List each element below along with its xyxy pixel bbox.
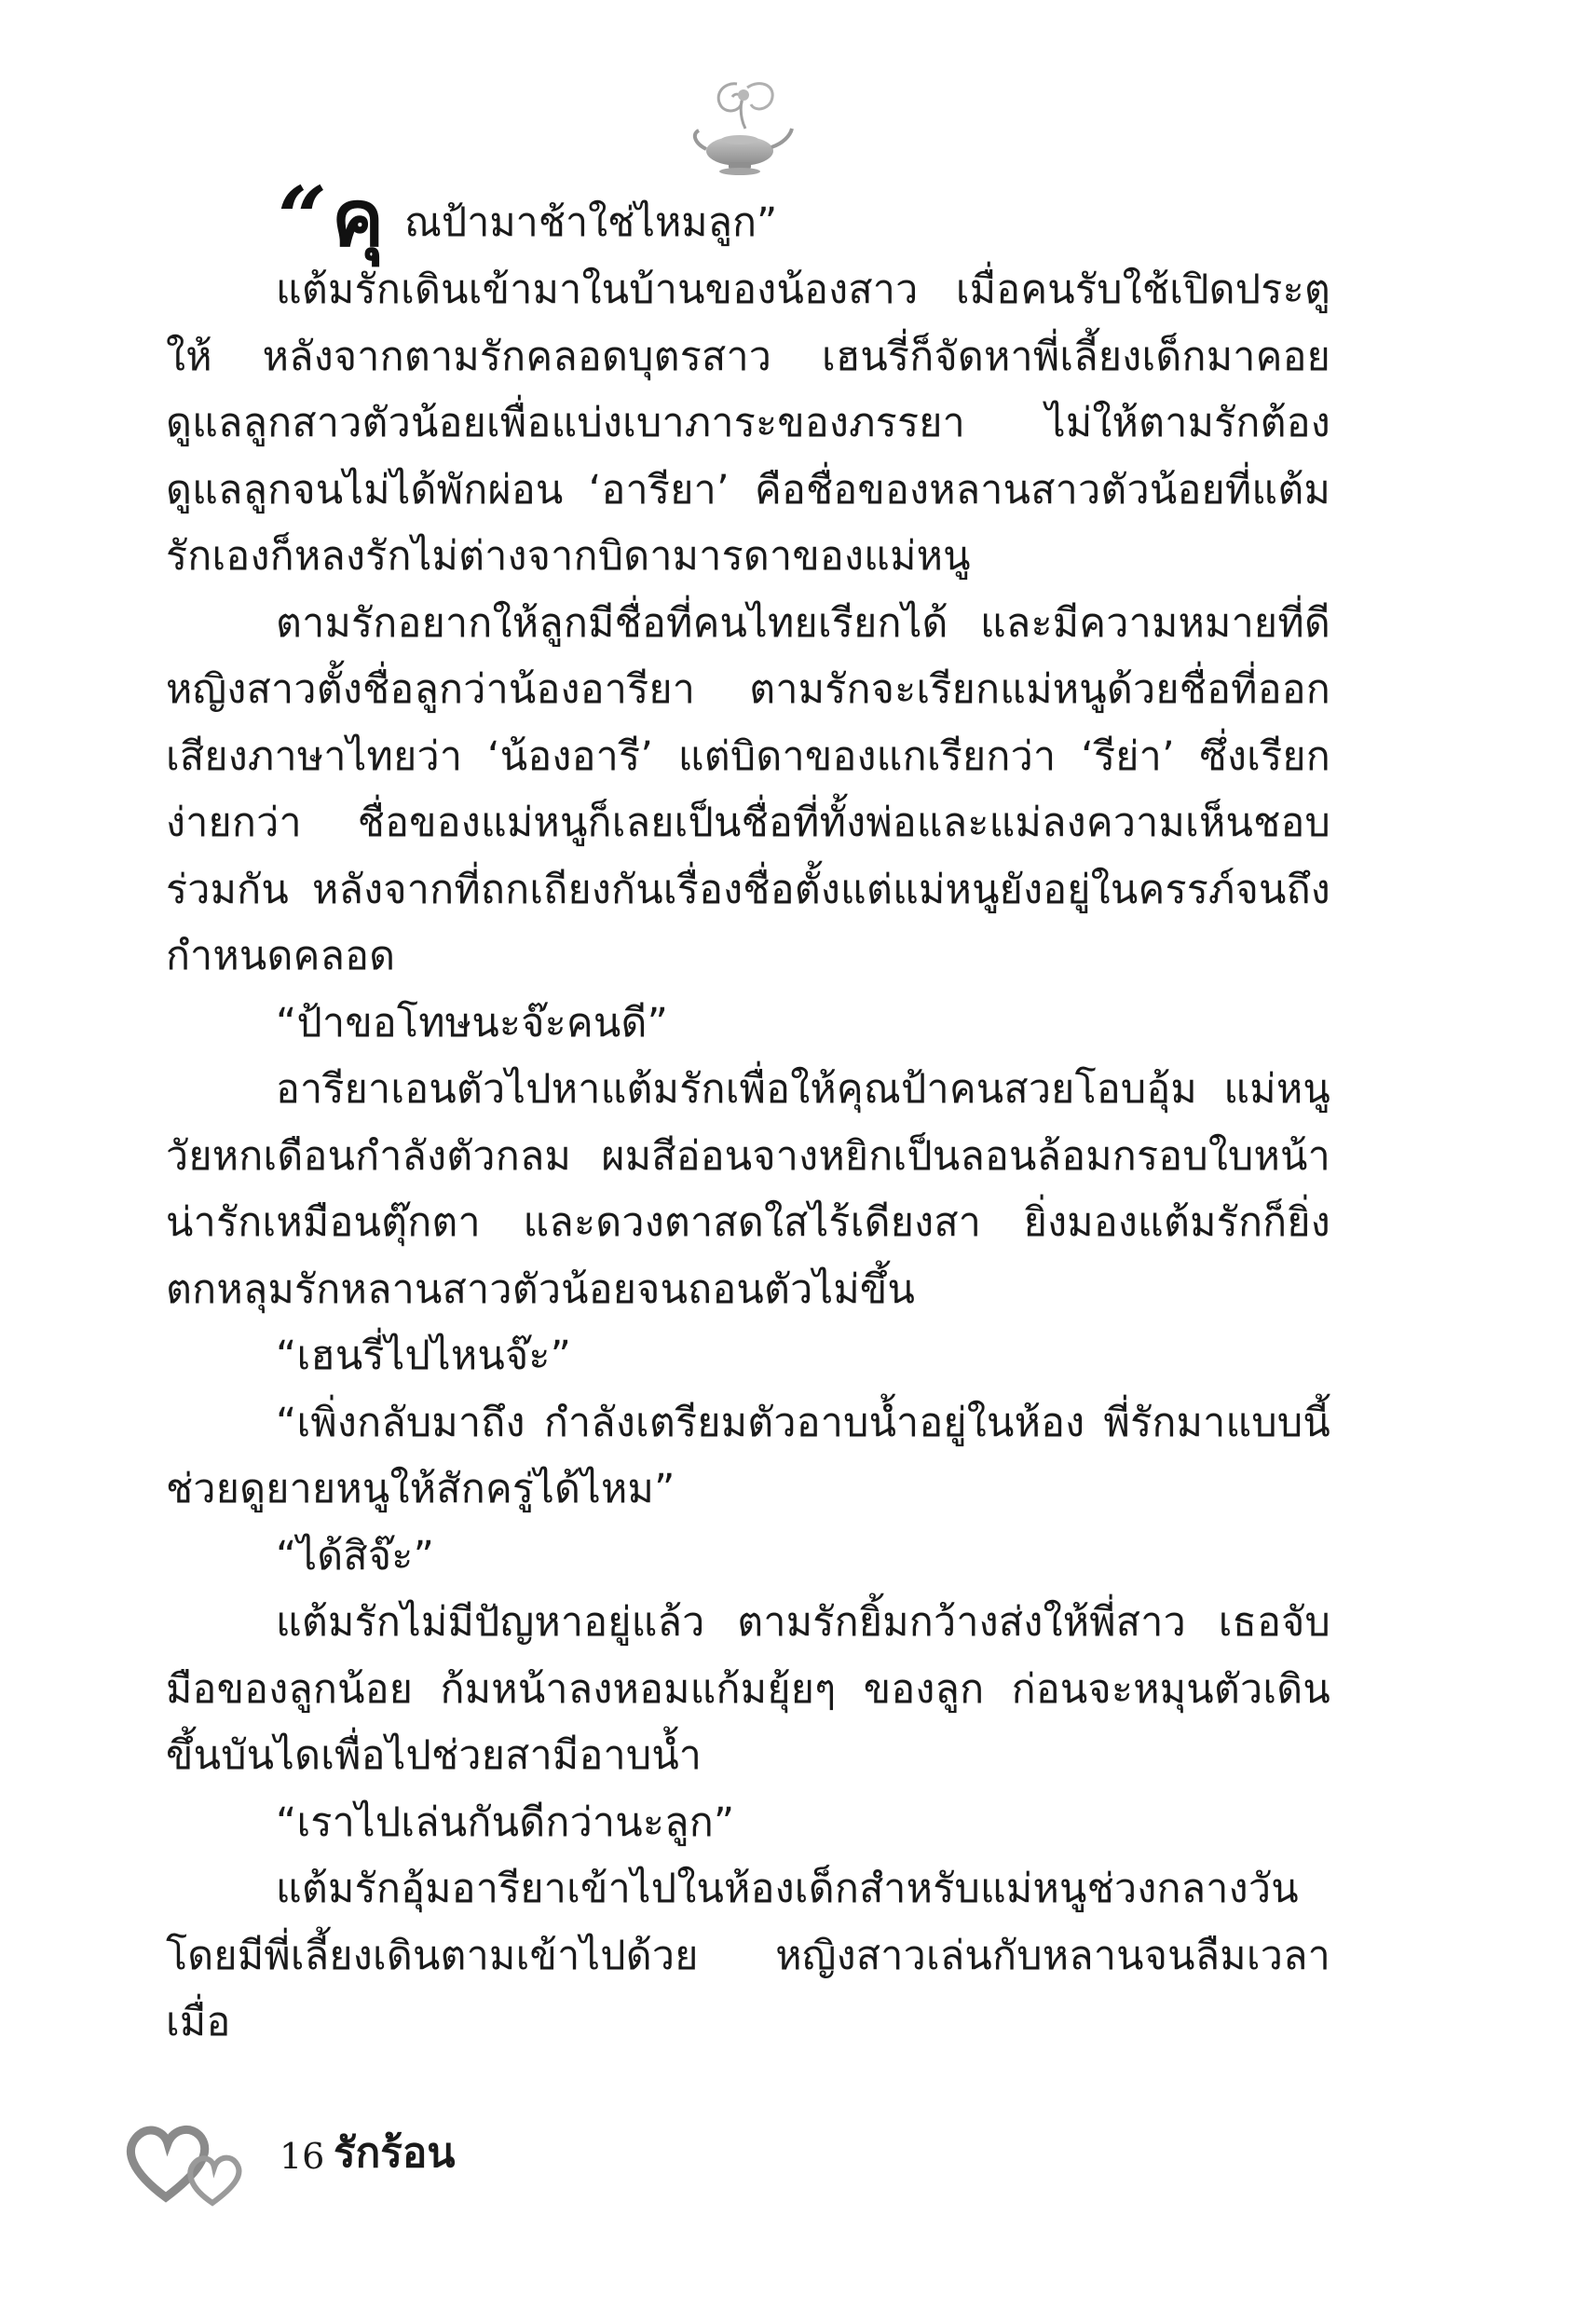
opening-line [278,168,1330,268]
paragraph-5: “เฮนรี่ไปไหนจ๊ะ” [276,1333,572,1379]
opening-quote-mark: “ [278,168,327,268]
paragraph-1: แต้มรักเดินเข้ามาในบ้านของน้องสาว เมื่อคนรับใช้เปิดประตูให้ หลังจากตามรักคลอดบุตรสาว เฮนรี่ก็จัดหาพี่เลี้ยงเด็กมาคอยดูแลลูกสาวตัวน้อยเพื่อแบ่งเบาภาระของภรรยา ไม่ให้ตามรักต้องดูแลลูกจนไม่ได้พักผ่อน ‘อารียา’ คือชื่อของหลานสาวตัวน้อยที่แต้มรักเองก็หลงรักไม่ต่างจากบิดามารดาของแม่หนู [166,267,1330,580]
paragraph-3: “ป้าขอโทษนะจ๊ะคนดี” [276,999,669,1046]
page-footer [121,2113,680,2216]
dropcap-letter: คุ [332,172,385,264]
paragraph-10: แต้มรักอุ้มอารียาเข้าไปในห้องเด็กสำหรับแม่หนูช่วงกลางวัน โดยมีพี่เลี้ยงเดินตามเข้าไปด้วย หญิงสาวเล่นกับหลานจนลืมเวลา เมื่อ [166,1866,1330,2045]
paragraph-7: “ได้สิจ๊ะ” [276,1532,435,1579]
opening-line-text: ณป้ามาช้าใช่ไหมลูก” [404,199,778,246]
paragraph-2: ตามรักอยากให้ลูกมีชื่อที่คนไทยเรียกได้ และมีความหมายที่ดี หญิงสาวตั้งชื่อลูกว่าน้องอารียา ตามรักจะเรียกแม่หนูด้วยชื่อที่ออกเสียงภาษาไทยว่า ‘น้องอารี’ แต่บิดาของแกเรียกว่า ‘รีย่า’ ซึ่งเรียกง่ายกว่า ชื่อของแม่หนูก็เลยเป็นชื่อที่ทั้งพ่อและแม่ลงความเห็นชอบร่วมกัน หลังจากที่ถกเถียงกันเรื่องชื่อตั้งแต่แม่หนูยังอยู่ในครรภ์จนถึงกำหนดคลอด [166,599,1330,979]
paragraph-9: “เราไปเล่นกันดีกว่านะลูก” [276,1798,735,1846]
page-number: 16 [280,2136,325,2177]
paragraph-6: “เพิ่งกลับมาถึง กำลังเตรียมตัวอาบน้ำอยู่ในห้อง พี่รักมาแบบนี้ช่วยดูยายหนูให้สักครู่ได้ไหม” [166,1399,1330,1512]
double-heart-icon [121,2113,261,2207]
teapot-fairy-ornament-icon [686,75,798,177]
book-title: รักร้อน [334,2129,456,2177]
paragraph-4: อารียาเอนตัวไปหาแต้มรักเพื่อให้คุณป้าคนสวยโอบอุ้ม แม่หนูวัยหกเดือนกำลังตัวกลม ผมสีอ่อนจางหยิกเป็นลอนล้อมกรอบใบหน้าน่ารักเหมือนตุ๊กตา และดวงตาสดใสไร้เดียงสา ยิ่งมองแต้มรักก็ยิ่งตกหลุมรักหลานสาวตัวน้อยจนถอนตัวไม่ขึ้น [166,1066,1330,1313]
body-text [166,168,1330,2057]
paragraph-8: แต้มรักไม่มีปัญหาอยู่แล้ว ตามรักยิ้มกว้างส่งให้พี่สาว เธอจับมือของลูกน้อย ก้มหน้าลงหอมแก้มยุ้ยๆ ของลูก ก่อนจะหมุนตัวเดินขึ้นบันไดเพื่อไปช่วยสามีอาบน้ำ [166,1599,1330,1779]
